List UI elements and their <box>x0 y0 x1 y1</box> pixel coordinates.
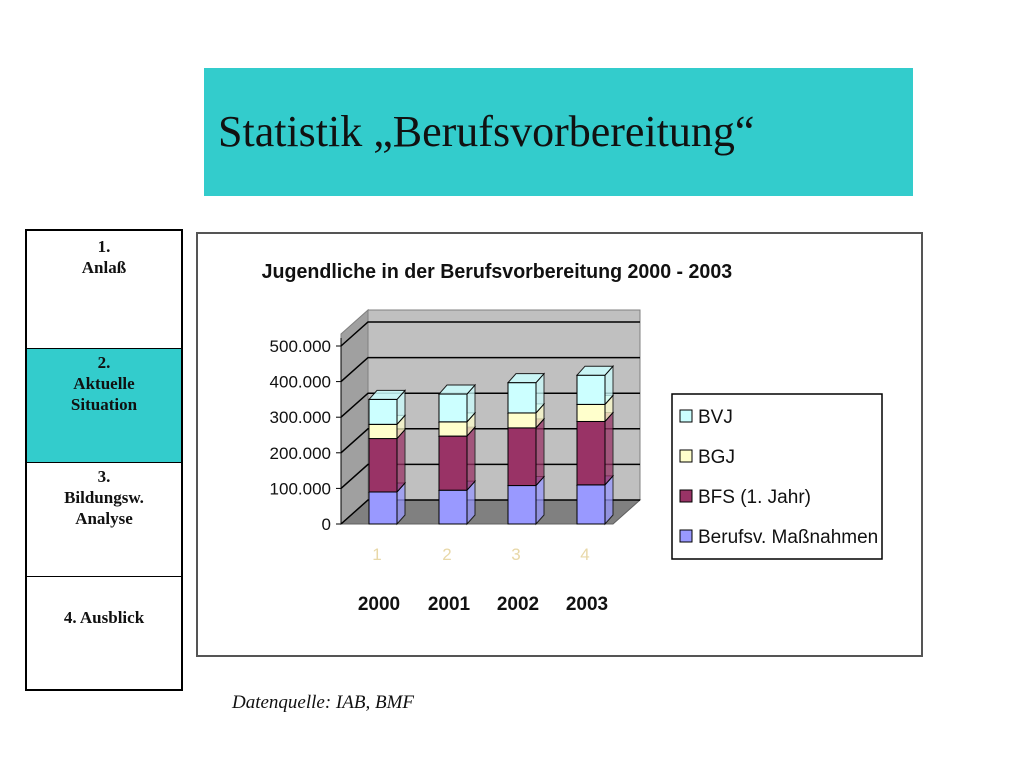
x-year-label: 2003 <box>565 594 609 615</box>
nav-item-label: Anlaß <box>81 258 127 277</box>
legend-swatch <box>680 530 692 542</box>
chart-title: Jugendliche in der Berufsvorbereitung 2000 - 2003 <box>261 260 733 284</box>
nav-item-ausblick[interactable] <box>27 577 181 687</box>
source-note: Datenquelle: IAB, BMF <box>232 692 415 713</box>
x-year-label: 2000 <box>357 594 401 615</box>
nav-item-label-line1: Bildungsw. <box>64 488 144 507</box>
chart-frame <box>196 232 923 657</box>
stacked-bar-chart <box>198 234 921 655</box>
nav-item-label-line2: Analyse <box>75 509 133 528</box>
nav-item-number: 2. <box>97 353 111 372</box>
bar-segment-front <box>508 383 536 413</box>
y-tick-label: 100.000 <box>269 479 331 499</box>
title-banner <box>204 68 913 196</box>
bar-segment-front <box>577 375 605 404</box>
x-year-label: 2001 <box>427 594 471 615</box>
nav-item-number: 3. <box>97 467 111 486</box>
section-nav <box>25 229 183 691</box>
y-tick-label: 400.000 <box>269 372 331 392</box>
legend-label: BVJ <box>698 407 733 428</box>
nav-item-label-line1: Aktuelle <box>73 374 135 393</box>
legend-label: BGJ <box>698 447 735 468</box>
bar-segment-front <box>439 436 467 490</box>
y-tick-label: 0 <box>321 515 331 534</box>
bar-segment-front <box>369 492 397 524</box>
bar-segment-side <box>397 430 405 492</box>
nav-item-bildungsw-analyse[interactable] <box>27 463 181 577</box>
y-tick-label: 500.000 <box>269 337 331 356</box>
nav-item-label-line2: Situation <box>70 395 138 414</box>
nav-item-anlass[interactable] <box>27 231 181 349</box>
y-tick-label: 300.000 <box>269 408 331 428</box>
x-tick-label: 1 <box>372 545 382 564</box>
nav-item-aktuelle-situation[interactable] <box>27 349 181 463</box>
bar-segment-front <box>369 424 397 438</box>
x-tick-label: 3 <box>511 545 521 564</box>
bar-segment-side <box>605 412 613 484</box>
bar-segment-front <box>369 439 397 492</box>
nav-item-number: 1. <box>97 237 111 256</box>
bar-segment-front <box>369 399 397 424</box>
bar-segment-side <box>467 427 475 490</box>
bar-segment-front <box>508 428 536 486</box>
x-tick-label: 4 <box>580 545 590 564</box>
y-tick-label: 200.000 <box>269 443 331 463</box>
bar-segment-front <box>439 490 467 524</box>
bar-segment-front <box>508 486 536 524</box>
bar-segment-side <box>536 419 544 486</box>
legend-label: BFS (1. Jahr) <box>698 487 811 508</box>
legend-swatch <box>680 490 692 502</box>
x-tick-label: 2 <box>442 545 452 564</box>
legend-label: Berufsv. Maßnahmen <box>698 527 879 548</box>
x-year-label: 2002 <box>496 594 540 615</box>
legend-swatch <box>680 450 692 462</box>
bar-segment-front <box>439 422 467 436</box>
bar-segment-front <box>577 485 605 524</box>
bar-segment-front <box>577 404 605 421</box>
slide-title: Statistik „Berufsvorbereitung“ <box>218 107 755 156</box>
bar-segment-front <box>508 413 536 428</box>
plot-area <box>270 310 640 615</box>
chart-legend <box>672 394 882 559</box>
bar-segment-front <box>439 394 467 422</box>
nav-item-label: 4. Ausblick <box>63 608 145 627</box>
bar-segment-front <box>577 421 605 484</box>
legend-swatch <box>680 410 692 422</box>
